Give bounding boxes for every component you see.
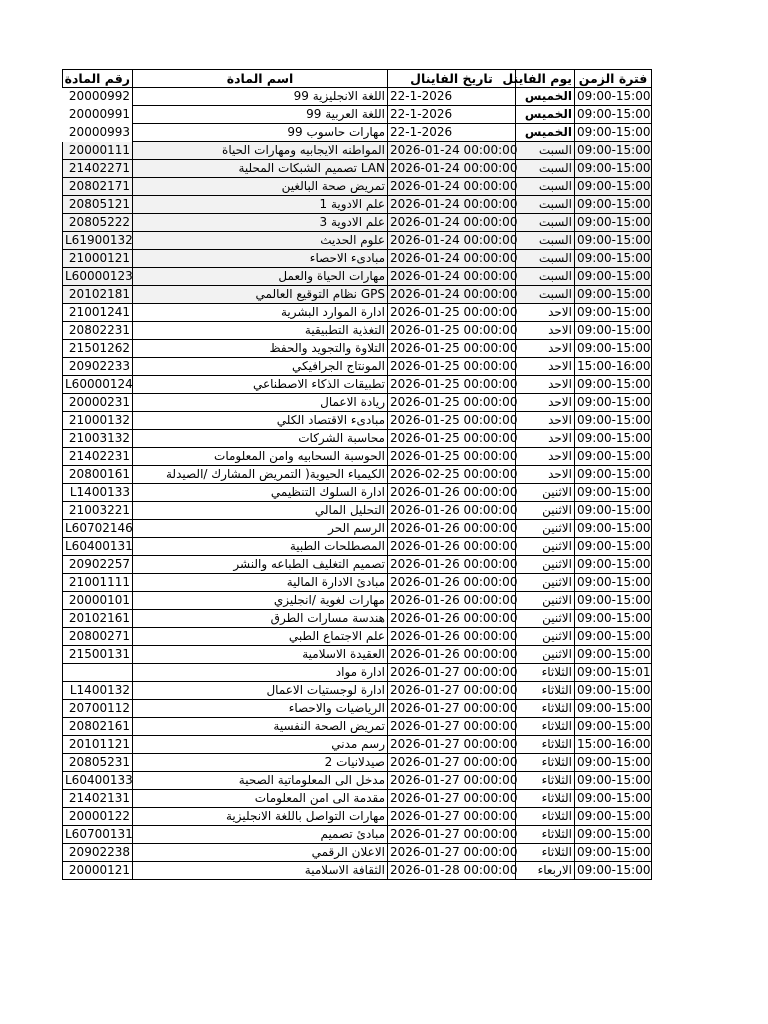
cell-time-period[interactable]: 09:00-15:00: [575, 376, 652, 394]
cell-course-name[interactable]: علم الاجتماع الطبي: [133, 628, 388, 646]
cell-time-period[interactable]: 09:00-15:00: [575, 178, 652, 196]
table-row: [63, 142, 652, 160]
cell-course-code[interactable]: L60702146: [63, 520, 133, 538]
cell-course-name[interactable]: الحوسبة السحابيه وامن المعلومات: [133, 448, 388, 466]
cell-course-code[interactable]: 21402131: [63, 790, 133, 808]
cell-final-date[interactable]: 2026-01-25 00:00:00: [388, 394, 516, 412]
cell-course-name[interactable]: مهارات حاسوب 99: [133, 124, 388, 142]
cell-time-period[interactable]: 09:00-15:00: [575, 214, 652, 232]
cell-course-code[interactable]: 21001111: [63, 574, 133, 592]
cell-course-code[interactable]: 20101121: [63, 736, 133, 754]
cell-time-period[interactable]: 09:00-15:00: [575, 106, 652, 124]
cell-final-day[interactable]: الاثنين: [516, 610, 575, 628]
table-row: [63, 502, 652, 520]
cell-final-day[interactable]: السبت: [516, 142, 575, 160]
cell-time-period[interactable]: 09:00-15:00: [575, 466, 652, 484]
cell-time-period[interactable]: 09:00-15:00: [575, 322, 652, 340]
header-time-period[interactable]: فترة الزمن: [575, 70, 652, 88]
cell-course-code[interactable]: 20805231: [63, 754, 133, 772]
table-row: [63, 430, 652, 448]
table-row: [63, 322, 652, 340]
table-row: [63, 358, 652, 376]
cell-time-period[interactable]: 09:00-15:00: [575, 520, 652, 538]
table-row: [63, 196, 652, 214]
table-row: [63, 106, 652, 124]
cell-course-code[interactable]: 20802231: [63, 322, 133, 340]
table-row: [63, 160, 652, 178]
table-row: [63, 610, 652, 628]
cell-final-date[interactable]: 2026-01-24 00:00:00: [388, 286, 516, 304]
cell-course-code[interactable]: 20902233: [63, 358, 133, 376]
cell-final-date[interactable]: 2026-01-26 00:00:00: [388, 610, 516, 628]
cell-course-name[interactable]: مهارات الحياة والعمل: [133, 268, 388, 286]
cell-course-name[interactable]: ادارة السلوك التنظيمي: [133, 484, 388, 502]
cell-course-code[interactable]: 20800161: [63, 466, 133, 484]
cell-time-period[interactable]: 09:00-15:00: [575, 538, 652, 556]
cell-course-code[interactable]: 20800271: [63, 628, 133, 646]
table-row: [63, 340, 652, 358]
cell-time-period[interactable]: 09:00-15:00: [575, 340, 652, 358]
cell-final-day[interactable]: الاحد: [516, 430, 575, 448]
cell-final-date[interactable]: 2026-01-25 00:00:00: [388, 448, 516, 466]
table-row: [63, 286, 652, 304]
cell-course-name[interactable]: التلاوة والتجويد والحفظ: [133, 340, 388, 358]
cell-final-date[interactable]: 22-1-2026: [388, 106, 516, 124]
cell-course-name[interactable]: الرسم الحر: [133, 520, 388, 538]
cell-course-code[interactable]: 21003132: [63, 430, 133, 448]
cell-course-name[interactable]: اللغة العربية 99: [133, 106, 388, 124]
cell-time-period[interactable]: 09:00-15:00: [575, 700, 652, 718]
cell-final-date[interactable]: 2026-01-26 00:00:00: [388, 520, 516, 538]
cell-course-name[interactable]: مبادىء الاحصاء: [133, 250, 388, 268]
cell-final-date[interactable]: 2026-01-27 00:00:00: [388, 844, 516, 862]
cell-final-day[interactable]: الاحد: [516, 304, 575, 322]
cell-course-code[interactable]: 20000992: [63, 88, 133, 106]
cell-final-day[interactable]: السبت: [516, 214, 575, 232]
cell-course-name[interactable]: التغذية التطبيقية: [133, 322, 388, 340]
cell-final-day[interactable]: الاحد: [516, 466, 575, 484]
cell-final-date[interactable]: 2026-02-25 00:00:00: [388, 466, 516, 484]
table-row: [63, 844, 652, 862]
cell-course-code[interactable]: 21000132: [63, 412, 133, 430]
table-row: [63, 304, 652, 322]
cell-course-code[interactable]: 20000101: [63, 592, 133, 610]
cell-course-code[interactable]: 20102161: [63, 610, 133, 628]
cell-course-name[interactable]: LAN تصميم الشبكات المحلية: [133, 160, 388, 178]
cell-final-date[interactable]: 2026-01-25 00:00:00: [388, 376, 516, 394]
cell-course-name[interactable]: مقدمة الى امن المعلومات: [133, 790, 388, 808]
cell-final-date[interactable]: 2026-01-24 00:00:00: [388, 142, 516, 160]
cell-final-day[interactable]: الثلاثاء: [516, 682, 575, 700]
table-row: [63, 178, 652, 196]
table-row: [63, 574, 652, 592]
cell-course-name[interactable]: المصطلحات الطبية: [133, 538, 388, 556]
cell-course-name[interactable]: تمريض الصحة النفسية: [133, 718, 388, 736]
cell-final-day[interactable]: الاثنين: [516, 646, 575, 664]
cell-time-period[interactable]: 09:00-15:00: [575, 628, 652, 646]
cell-final-date[interactable]: 2026-01-27 00:00:00: [388, 826, 516, 844]
cell-final-day[interactable]: الاحد: [516, 412, 575, 430]
cell-final-date[interactable]: 2026-01-26 00:00:00: [388, 574, 516, 592]
cell-time-period[interactable]: 09:00-15:00: [575, 772, 652, 790]
table-row: [63, 394, 652, 412]
cell-course-code[interactable]: L60700131: [63, 826, 133, 844]
cell-final-date[interactable]: 2026-01-27 00:00:00: [388, 682, 516, 700]
cell-final-day[interactable]: الاثنين: [516, 592, 575, 610]
cell-time-period[interactable]: 09:00-15:00: [575, 826, 652, 844]
table-row: [63, 628, 652, 646]
cell-course-code[interactable]: 20802161: [63, 718, 133, 736]
table-row: [63, 538, 652, 556]
cell-final-day[interactable]: الاثنين: [516, 502, 575, 520]
table-row: [63, 484, 652, 502]
cell-course-name[interactable]: مهارات لغوية /انجليزي: [133, 592, 388, 610]
cell-time-period[interactable]: 09:00-15:00: [575, 484, 652, 502]
cell-final-day[interactable]: الثلاثاء: [516, 844, 575, 862]
cell-course-code[interactable]: 21000121: [63, 250, 133, 268]
cell-final-date[interactable]: 2026-01-24 00:00:00: [388, 160, 516, 178]
cell-final-date[interactable]: 2026-01-24 00:00:00: [388, 232, 516, 250]
cell-course-code[interactable]: 20000122: [63, 808, 133, 826]
cell-time-period[interactable]: 09:00-15:00: [575, 556, 652, 574]
cell-final-day[interactable]: الاحد: [516, 448, 575, 466]
cell-time-period[interactable]: 09:00-15:00: [575, 844, 652, 862]
table-row: [63, 754, 652, 772]
cell-time-period[interactable]: 09:00-15:00: [575, 790, 652, 808]
cell-final-date[interactable]: 2026-01-27 00:00:00: [388, 772, 516, 790]
table-row: [63, 412, 652, 430]
cell-time-period[interactable]: 09:00-15:00: [575, 304, 652, 322]
cell-course-name[interactable]: هندسة مسارات الطرق: [133, 610, 388, 628]
cell-course-code[interactable]: 21500131: [63, 646, 133, 664]
header-course-name[interactable]: اسم المادة: [133, 70, 388, 88]
cell-final-date[interactable]: 2026-01-25 00:00:00: [388, 430, 516, 448]
cell-time-period[interactable]: 09:00-15:00: [575, 646, 652, 664]
cell-final-day[interactable]: الثلاثاء: [516, 736, 575, 754]
cell-course-code[interactable]: 21003221: [63, 502, 133, 520]
exam-schedule-table: [62, 69, 652, 880]
cell-course-name[interactable]: تصميم التغليف الطباعه والنشر: [133, 556, 388, 574]
cell-course-name[interactable]: الرياضيات والاحصاء: [133, 700, 388, 718]
table-row: [63, 232, 652, 250]
cell-final-day[interactable]: السبت: [516, 232, 575, 250]
cell-final-day[interactable]: الثلاثاء: [516, 808, 575, 826]
cell-final-date[interactable]: 2026-01-25 00:00:00: [388, 304, 516, 322]
cell-final-date[interactable]: 2026-01-26 00:00:00: [388, 556, 516, 574]
cell-final-date[interactable]: 2026-01-27 00:00:00: [388, 664, 516, 682]
table-row: [63, 772, 652, 790]
header-final-day[interactable]: يوم الفاينل: [516, 70, 575, 88]
cell-course-name[interactable]: التحليل المالي: [133, 502, 388, 520]
cell-time-period[interactable]: 09:00-15:00: [575, 430, 652, 448]
cell-course-name[interactable]: الاعلان الرقمي: [133, 844, 388, 862]
cell-final-day[interactable]: الثلاثاء: [516, 700, 575, 718]
cell-final-day[interactable]: الاثنين: [516, 538, 575, 556]
table-row: [63, 376, 652, 394]
table-row: [63, 520, 652, 538]
cell-final-date[interactable]: 2026-01-26 00:00:00: [388, 502, 516, 520]
table-row: [63, 124, 652, 142]
cell-course-name[interactable]: المونتاج الجرافيكي: [133, 358, 388, 376]
cell-course-code[interactable]: 20000993: [63, 124, 133, 142]
cell-course-code[interactable]: [63, 664, 133, 682]
cell-course-name[interactable]: الثقافة الاسلامية: [133, 862, 388, 880]
table-row: [63, 448, 652, 466]
cell-course-code[interactable]: 20805121: [63, 196, 133, 214]
table-row: [63, 790, 652, 808]
cell-final-day[interactable]: الاثنين: [516, 484, 575, 502]
cell-time-period[interactable]: 09:00-15:00: [575, 592, 652, 610]
cell-final-date[interactable]: 2026-01-25 00:00:00: [388, 340, 516, 358]
cell-time-period[interactable]: 09:00-15:00: [575, 196, 652, 214]
cell-course-code[interactable]: 20000121: [63, 862, 133, 880]
cell-course-name[interactable]: رسم مدني: [133, 736, 388, 754]
cell-time-period[interactable]: 09:00-15:00: [575, 268, 652, 286]
cell-time-period[interactable]: 15:00-16:00: [575, 358, 652, 376]
cell-course-name[interactable]: اللغة الانجليزية 99: [133, 88, 388, 106]
cell-course-name[interactable]: العقيدة الاسلامية: [133, 646, 388, 664]
cell-time-period[interactable]: 09:00-15:00: [575, 286, 652, 304]
cell-course-name[interactable]: علم الادوية 3: [133, 214, 388, 232]
cell-final-day[interactable]: الثلاثاء: [516, 664, 575, 682]
cell-course-name[interactable]: ادارة مواد: [133, 664, 388, 682]
cell-final-date[interactable]: 2026-01-27 00:00:00: [388, 808, 516, 826]
cell-course-code[interactable]: 20902238: [63, 844, 133, 862]
cell-final-date[interactable]: 2026-01-26 00:00:00: [388, 592, 516, 610]
cell-final-day[interactable]: الخميس: [516, 106, 575, 124]
cell-course-code[interactable]: 20902257: [63, 556, 133, 574]
cell-course-name[interactable]: الكيمياء الحيوية( التمريض المشارك /الصيدلة: [133, 466, 388, 484]
cell-time-period[interactable]: 09:00-15:00: [575, 232, 652, 250]
cell-course-name[interactable]: تطبيقات الذكاء الاصطناعي: [133, 376, 388, 394]
table-row: [63, 682, 652, 700]
header-course-code[interactable]: رقم المادة: [63, 70, 133, 88]
cell-course-name[interactable]: مبادئ تصميم: [133, 826, 388, 844]
header-final-date[interactable]: تاريخ الفاينال: [388, 70, 516, 88]
cell-final-day[interactable]: الاثنين: [516, 628, 575, 646]
cell-course-name[interactable]: المواطنه الايجابيه ومهارات الحياة: [133, 142, 388, 160]
cell-final-date[interactable]: 2026-01-26 00:00:00: [388, 484, 516, 502]
table-row: [63, 718, 652, 736]
cell-time-period[interactable]: 09:00-15:00: [575, 610, 652, 628]
cell-course-code[interactable]: L1400133: [63, 484, 133, 502]
cell-final-day[interactable]: الثلاثاء: [516, 772, 575, 790]
cell-time-period[interactable]: 09:00-15:00: [575, 718, 652, 736]
cell-course-code[interactable]: L1400132: [63, 682, 133, 700]
cell-course-name[interactable]: علم الادوية 1: [133, 196, 388, 214]
cell-final-day[interactable]: الثلاثاء: [516, 790, 575, 808]
cell-time-period[interactable]: 09:00-15:00: [575, 124, 652, 142]
cell-course-name[interactable]: تمريض صحة البالغين: [133, 178, 388, 196]
cell-final-date[interactable]: 2026-01-25 00:00:00: [388, 358, 516, 376]
cell-time-period[interactable]: 09:00-15:00: [575, 502, 652, 520]
cell-final-day[interactable]: الاثنين: [516, 556, 575, 574]
cell-course-code[interactable]: 21402231: [63, 448, 133, 466]
cell-course-code[interactable]: 20700112: [63, 700, 133, 718]
cell-course-name[interactable]: ادارة الموارد البشرية: [133, 304, 388, 322]
cell-final-date[interactable]: 2026-01-27 00:00:00: [388, 718, 516, 736]
cell-time-period[interactable]: 09:00-15:00: [575, 862, 652, 880]
cell-time-period[interactable]: 09:00-15:00: [575, 412, 652, 430]
cell-course-code[interactable]: 20802171: [63, 178, 133, 196]
cell-course-name[interactable]: مبادىء الاقتصاد الكلي: [133, 412, 388, 430]
cell-time-period[interactable]: 09:00-15:00: [575, 88, 652, 106]
cell-course-name[interactable]: GPS نظام التوقيع العالمي: [133, 286, 388, 304]
cell-final-day[interactable]: الاحد: [516, 340, 575, 358]
table-row: [63, 862, 652, 880]
cell-course-code[interactable]: 20000111: [63, 142, 133, 160]
cell-time-period[interactable]: 09:00-15:00: [575, 250, 652, 268]
cell-final-date[interactable]: 2026-01-26 00:00:00: [388, 646, 516, 664]
cell-course-name[interactable]: ريادة الاعمال: [133, 394, 388, 412]
cell-final-date[interactable]: 22-1-2026: [388, 88, 516, 106]
table-row: [63, 592, 652, 610]
cell-final-day[interactable]: الثلاثاء: [516, 826, 575, 844]
table-row: [63, 250, 652, 268]
cell-course-code[interactable]: 20000991: [63, 106, 133, 124]
cell-final-date[interactable]: 2026-01-25 00:00:00: [388, 412, 516, 430]
cell-final-date[interactable]: 2026-01-24 00:00:00: [388, 250, 516, 268]
cell-course-name[interactable]: مدخل الى المعلوماتية الصحية: [133, 772, 388, 790]
cell-final-day[interactable]: الاثنين: [516, 520, 575, 538]
cell-time-period[interactable]: 09:00-15:00: [575, 754, 652, 772]
cell-course-code[interactable]: L60400133: [63, 772, 133, 790]
table-row: [63, 826, 652, 844]
cell-final-day[interactable]: الاحد: [516, 376, 575, 394]
cell-final-date[interactable]: 2026-01-28 00:00:00: [388, 862, 516, 880]
cell-course-name[interactable]: مبادئ الادارة المالية: [133, 574, 388, 592]
table-row: [63, 646, 652, 664]
cell-course-code[interactable]: 20102181: [63, 286, 133, 304]
cell-final-date[interactable]: 2026-01-24 00:00:00: [388, 178, 516, 196]
cell-time-period[interactable]: 09:00-15:00: [575, 808, 652, 826]
table-row: [63, 700, 652, 718]
cell-course-code[interactable]: 21501262: [63, 340, 133, 358]
cell-final-date[interactable]: 2026-01-24 00:00:00: [388, 268, 516, 286]
cell-course-code[interactable]: 21001241: [63, 304, 133, 322]
cell-final-day[interactable]: السبت: [516, 286, 575, 304]
cell-final-day[interactable]: السبت: [516, 178, 575, 196]
cell-course-name[interactable]: مهارات التواصل باللغة الانجليزية: [133, 808, 388, 826]
header-row: [63, 70, 652, 88]
cell-final-date[interactable]: 22-1-2026: [388, 124, 516, 142]
cell-final-date[interactable]: 2026-01-25 00:00:00: [388, 322, 516, 340]
cell-time-period[interactable]: 09:00-15:00: [575, 394, 652, 412]
cell-final-day[interactable]: السبت: [516, 250, 575, 268]
cell-final-date[interactable]: 2026-01-24 00:00:00: [388, 196, 516, 214]
cell-time-period[interactable]: 09:00-15:01: [575, 664, 652, 682]
cell-final-day[interactable]: الثلاثاء: [516, 754, 575, 772]
cell-course-code[interactable]: L60000124: [63, 376, 133, 394]
cell-course-name[interactable]: علوم الحديث: [133, 232, 388, 250]
cell-course-code[interactable]: 20805222: [63, 214, 133, 232]
cell-final-date[interactable]: 2026-01-27 00:00:00: [388, 790, 516, 808]
cell-final-day[interactable]: الخميس: [516, 88, 575, 106]
cell-course-code[interactable]: 20000231: [63, 394, 133, 412]
cell-course-name[interactable]: صيدلانيات 2: [133, 754, 388, 772]
table-row: [63, 88, 652, 106]
cell-course-code[interactable]: L60000123: [63, 268, 133, 286]
cell-course-name[interactable]: ادارة لوجستيات الاعمال: [133, 682, 388, 700]
cell-final-day[interactable]: الاحد: [516, 322, 575, 340]
cell-final-day[interactable]: الخميس: [516, 124, 575, 142]
cell-final-date[interactable]: 2026-01-27 00:00:00: [388, 754, 516, 772]
cell-final-day[interactable]: السبت: [516, 268, 575, 286]
table-row: [63, 268, 652, 286]
cell-final-day[interactable]: الاحد: [516, 394, 575, 412]
cell-course-code[interactable]: L61900132: [63, 232, 133, 250]
cell-final-date[interactable]: 2026-01-27 00:00:00: [388, 736, 516, 754]
cell-time-period[interactable]: 09:00-15:00: [575, 160, 652, 178]
cell-final-day[interactable]: الاحد: [516, 358, 575, 376]
cell-time-period[interactable]: 09:00-15:00: [575, 448, 652, 466]
table-row: [63, 556, 652, 574]
cell-final-day[interactable]: الاثنين: [516, 574, 575, 592]
table-row: [63, 736, 652, 754]
cell-course-code[interactable]: L60400131: [63, 538, 133, 556]
cell-course-name[interactable]: محاسبة الشركات: [133, 430, 388, 448]
cell-final-day[interactable]: الاربعاء: [516, 862, 575, 880]
cell-time-period[interactable]: 09:00-15:00: [575, 142, 652, 160]
table-row: [63, 808, 652, 826]
cell-final-day[interactable]: السبت: [516, 160, 575, 178]
cell-final-date[interactable]: 2026-01-26 00:00:00: [388, 538, 516, 556]
cell-course-code[interactable]: 21402271: [63, 160, 133, 178]
cell-final-date[interactable]: 2026-01-27 00:00:00: [388, 700, 516, 718]
cell-time-period[interactable]: 15:00-16:00: [575, 736, 652, 754]
cell-time-period[interactable]: 09:00-15:00: [575, 682, 652, 700]
cell-time-period[interactable]: 09:00-15:00: [575, 574, 652, 592]
cell-final-date[interactable]: 2026-01-24 00:00:00: [388, 214, 516, 232]
table-row: [63, 214, 652, 232]
cell-final-day[interactable]: الثلاثاء: [516, 718, 575, 736]
table-row: [63, 664, 652, 682]
table-row: [63, 466, 652, 484]
cell-final-date[interactable]: 2026-01-26 00:00:00: [388, 628, 516, 646]
cell-final-day[interactable]: السبت: [516, 196, 575, 214]
